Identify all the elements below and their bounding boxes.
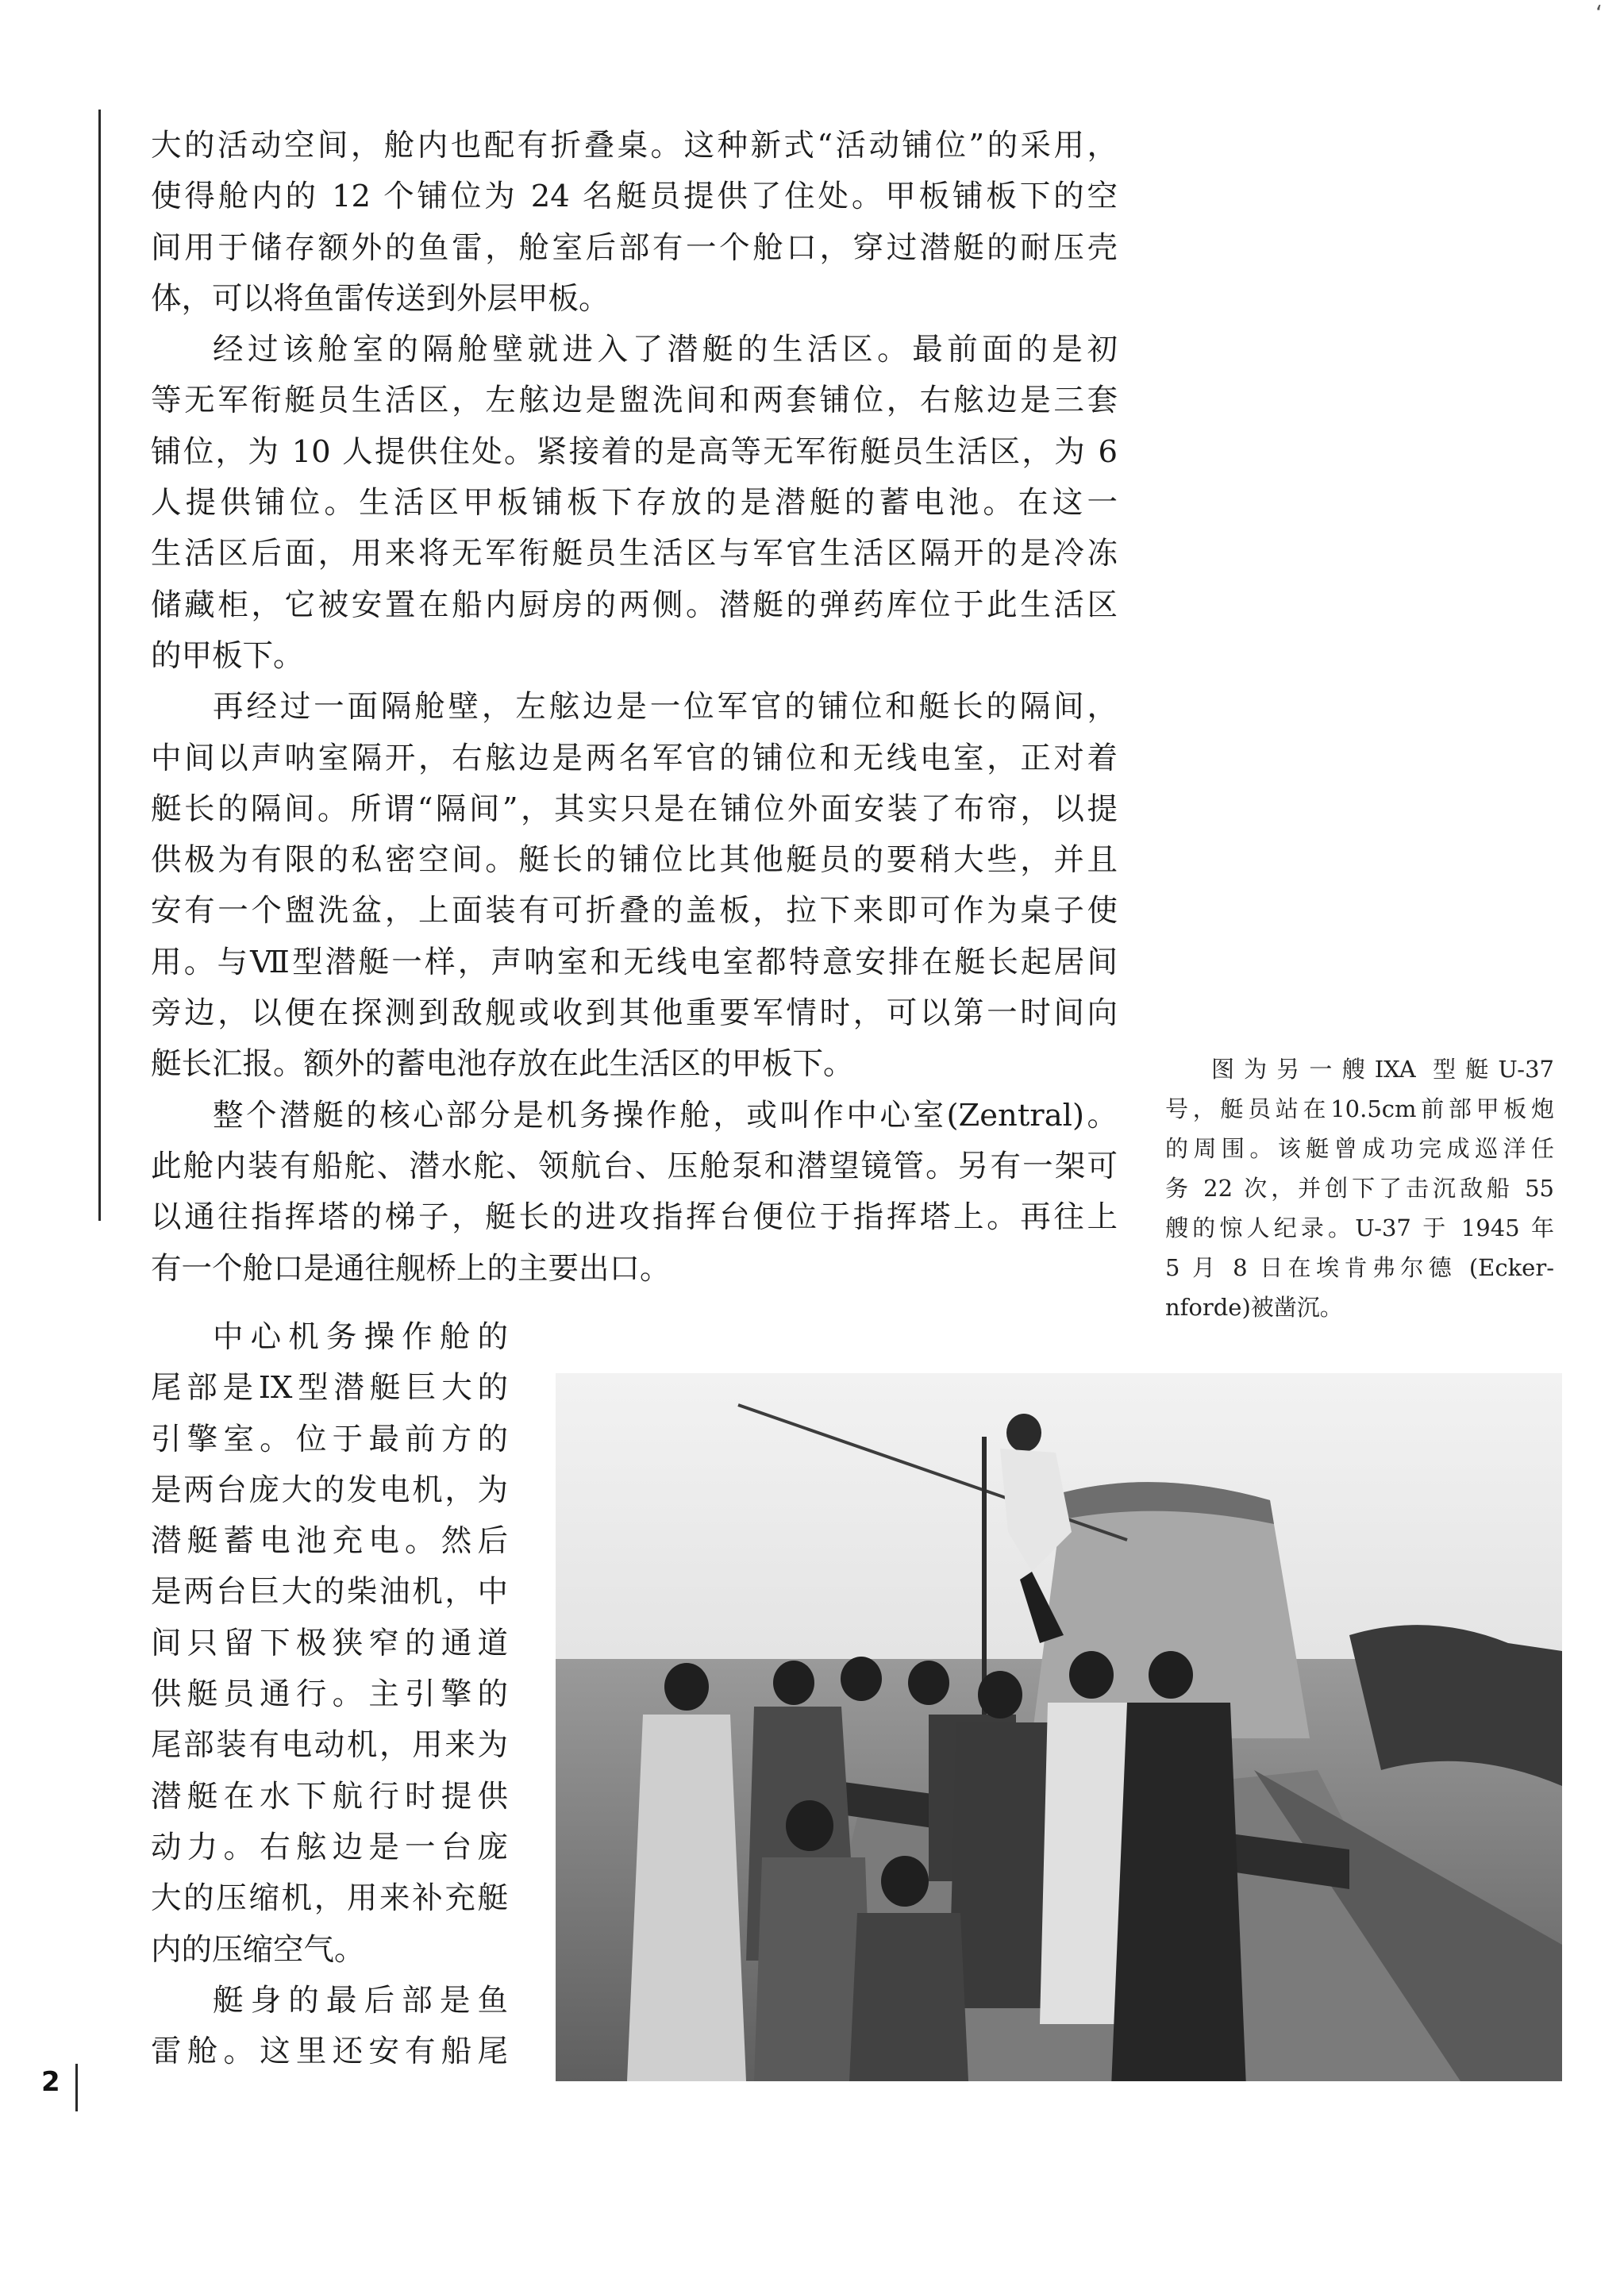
body-text-line: 供极为有限的私密空间。艇长的铺位比其他艇员的要稍大些，并且 bbox=[151, 842, 1118, 879]
body-text-line: 动力。右舷边是一台庞 bbox=[151, 1829, 508, 1865]
caption-line: nforde)被凿沉。 bbox=[1165, 1294, 1343, 1321]
corner-mark: ‘ bbox=[1595, 0, 1603, 26]
body-text-line: 等无军衔艇员生活区，左舷边是盥洗间和两套铺位，右舷边是三套 bbox=[151, 383, 1118, 419]
page-number: 2 bbox=[41, 2066, 60, 2098]
body-text-line: 人提供铺位。生活区甲板铺板下存放的是潜艇的蓄电池。在这一 bbox=[151, 485, 1118, 522]
body-text-line: 潜艇蓄电池充电。然后 bbox=[151, 1523, 508, 1560]
body-text-line: 是两台庞大的发电机，为 bbox=[151, 1472, 508, 1508]
body-text-line: 铺位，为 10 人提供住处。紧接着的是高等无军衔艇员生活区，为 6 bbox=[151, 433, 1118, 470]
body-text-line: 雷舱。这里还安有船尾 bbox=[151, 2034, 508, 2070]
body-text-line: 供艇员通行。主引擎的 bbox=[151, 1676, 508, 1713]
body-text-line: 生活区后面，用来将无军衔艇员生活区与军官生活区隔开的是冷冻 bbox=[151, 536, 1118, 572]
body-text-line: 体，可以将鱼雷传送到外层甲板。 bbox=[151, 280, 610, 317]
main-text-column bbox=[151, 121, 1118, 1295]
body-text-line: 艇身的最后部是鱼 bbox=[213, 1982, 508, 2019]
caption-line: 务 22 次，并创下了击沉敌船 55 bbox=[1165, 1175, 1554, 1202]
body-text-line: 艇长的隔间。所谓“隔间”，其实只是在铺位外面安装了布帘，以提 bbox=[151, 791, 1118, 827]
body-text-line: 用。与Ⅶ型潜艇一样，声呐室和无线电室都特意安排在艇长起居间 bbox=[151, 944, 1118, 980]
photo-illustration bbox=[556, 1373, 1562, 2081]
body-text-line: 尾部是IX型潜艇巨大的 bbox=[151, 1370, 508, 1407]
body-text-line: 间用于储存额外的鱼雷，舱室后部有一个舱口，穿过潜艇的耐压壳 bbox=[151, 229, 1118, 266]
body-text-line: 旁边，以便在探测到敌舰或收到其他重要军情时，可以第一时间向 bbox=[151, 995, 1118, 1032]
body-text-line: 大的活动空间，舱内也配有折叠桌。这种新式“活动铺位”的采用， bbox=[151, 128, 1118, 164]
page-number-rule bbox=[75, 2064, 78, 2111]
caption-line: 号，艇员站在10.5cm前部甲板炮 bbox=[1165, 1095, 1554, 1122]
body-text-line: 此舱内装有船舵、潜水舵、领航台、压舱泵和潜望镜管。另有一架可 bbox=[151, 1148, 1118, 1184]
body-text-line: 尾部装有电动机，用来为 bbox=[151, 1727, 508, 1764]
body-text-line: 引擎室。位于最前方的 bbox=[151, 1421, 508, 1457]
caption-line: 的周围。该艇曾成功完成巡洋任 bbox=[1165, 1135, 1554, 1162]
body-text-line: 再经过一面隔舱壁，左舷边是一位军官的铺位和艇长的隔间， bbox=[213, 689, 1118, 725]
caption-line: 5 月 8 日在埃肯弗尔德 (Ecker- bbox=[1165, 1254, 1554, 1281]
caption-line: 艘的惊人纪录。U-37 于 1945 年 bbox=[1165, 1214, 1554, 1241]
photo-caption bbox=[1165, 1049, 1554, 1327]
submarine-crew-photo bbox=[556, 1373, 1562, 2081]
body-text-line: 中心机务操作舱的 bbox=[213, 1319, 508, 1355]
body-text-line: 储藏柜，它被安置在船内厨房的两侧。潜艇的弹药库位于此生活区 bbox=[151, 587, 1118, 623]
caption-line: 图为另一艘IXA 型艇U-37 bbox=[1211, 1056, 1554, 1083]
body-text-line: 是两台巨大的柴油机，中 bbox=[151, 1574, 508, 1611]
body-text-line: 有一个舱口是通往舰桥上的主要出口。 bbox=[151, 1250, 671, 1287]
body-text-line: 的甲板下。 bbox=[151, 637, 304, 674]
narrow-text-column bbox=[151, 1312, 508, 2077]
body-text-line: 整个潜艇的核心部分是机务操作舱，或叫作中心室(Zentral)。 bbox=[213, 1097, 1118, 1133]
body-text-line: 安有一个盥洗盆，上面装有可折叠的盖板，拉下来即可作为桌子使 bbox=[151, 893, 1118, 929]
body-text-line: 以通往指挥塔的梯子，艇长的进攻指挥台便位于指挥塔上。再往上 bbox=[151, 1199, 1118, 1236]
body-text-line: 经过该舱室的隔舱壁就进入了潜艇的生活区。最前面的是初 bbox=[213, 332, 1118, 368]
body-text-line: 艇长汇报。额外的蓄电池存放在此生活区的甲板下。 bbox=[151, 1046, 854, 1083]
body-text-line: 使得舱内的 12 个铺位为 24 名艇员提供了住处。甲板铺板下的空 bbox=[151, 179, 1118, 215]
body-text-line: 间只留下极狭窄的通道 bbox=[151, 1625, 508, 1661]
body-text-line: 中间以声呐室隔开，右舷边是两名军官的铺位和无线电室，正对着 bbox=[151, 740, 1118, 776]
body-text-line: 内的压缩空气。 bbox=[151, 1931, 365, 1968]
left-margin-rule bbox=[98, 110, 101, 1221]
body-text-line: 潜艇在水下航行时提供 bbox=[151, 1778, 508, 1815]
body-text-line: 大的压缩机，用来补充艇 bbox=[151, 1880, 508, 1917]
